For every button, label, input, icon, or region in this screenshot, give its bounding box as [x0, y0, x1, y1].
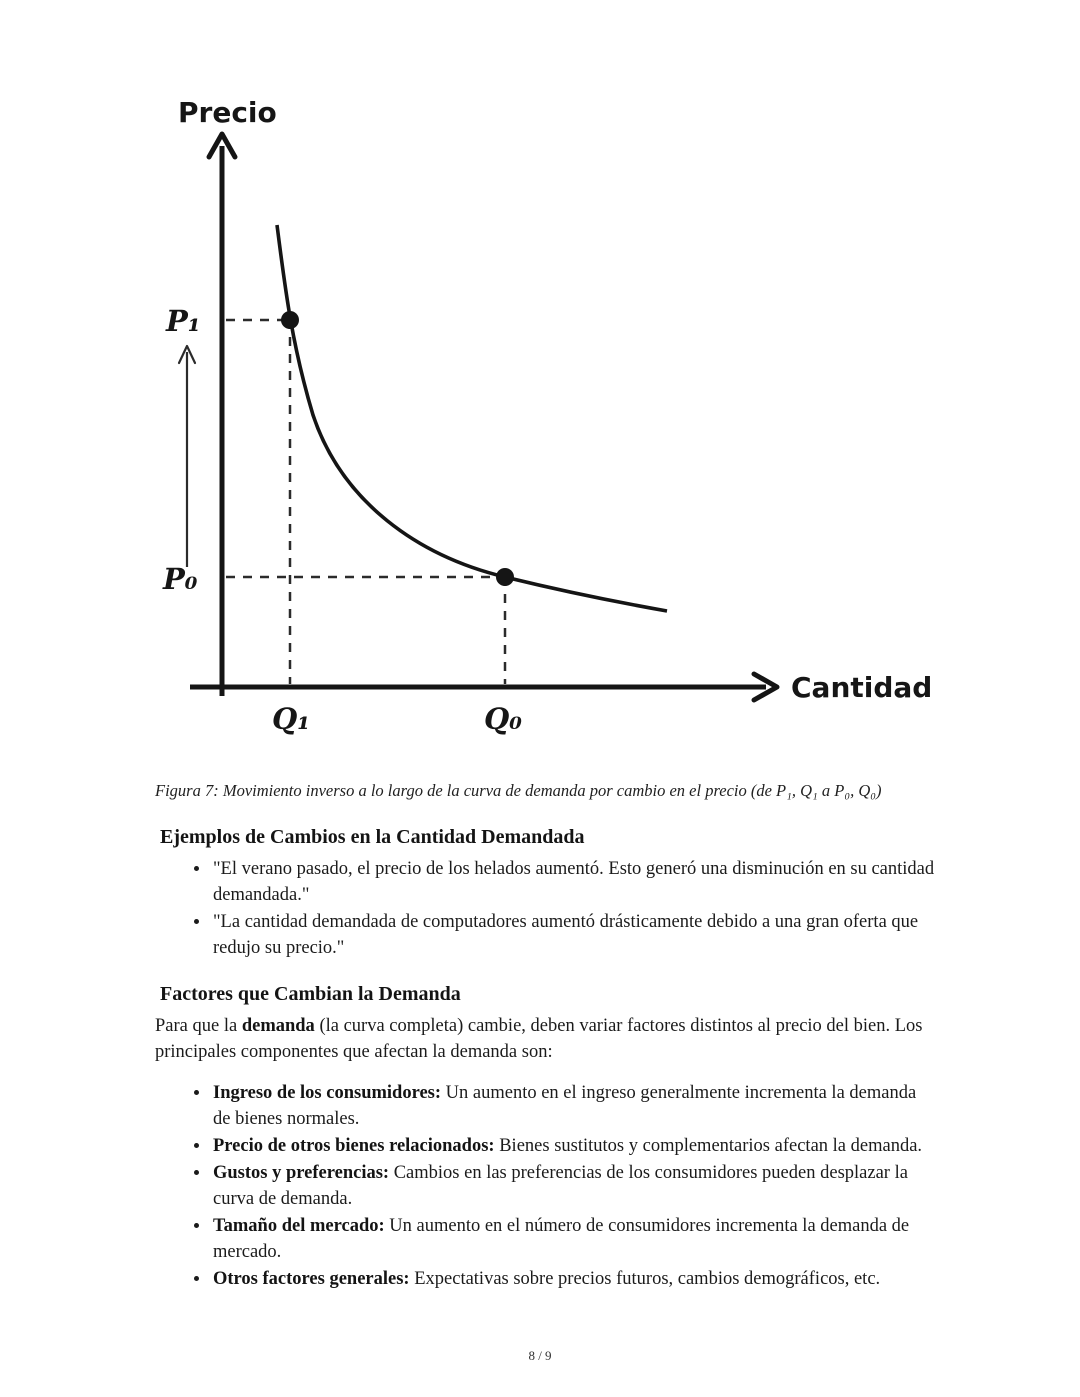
- document-body: [155, 824, 937, 1308]
- x-axis-title: Cantidad: [791, 671, 930, 704]
- list-item: [211, 856, 937, 908]
- ejemplos-list: [155, 856, 937, 961]
- list-item: [211, 1160, 937, 1212]
- demand-curve: [277, 225, 667, 611]
- list-item-text: Expectativas sobre precios futuros, cambios demográficos, etc.: [409, 1269, 881, 1289]
- list-item-term: Tamaño del mercado:: [213, 1216, 385, 1236]
- list-item-text: "La cantidad demandada de computadores aumentó drásticamente debido a una gran oferta que redujo su precio.": [213, 912, 919, 958]
- factores-list: [155, 1080, 937, 1292]
- list-item-term: Gustos y preferencias:: [213, 1163, 390, 1183]
- list-item: [211, 1266, 937, 1292]
- intro-text-after: (la curva completa) cambie, deben variar factores distintos al precio del bien. Los principales componentes que afectan la demanda son:: [155, 1016, 923, 1062]
- point-p0-q0: [496, 568, 514, 586]
- list-item-text: Cambios en las preferencias de los consumidores pueden desplazar la curva de demanda.: [213, 1163, 908, 1209]
- section-heading-ejemplos: Ejemplos de Cambios en la Cantidad Demandada: [160, 826, 585, 848]
- list-item: [211, 1080, 937, 1132]
- p0-label: P₀: [163, 562, 198, 596]
- demand-curve-svg: [150, 90, 930, 745]
- p1-label: P₁: [166, 304, 201, 338]
- list-item: [211, 1133, 937, 1159]
- page-number: 8 / 9: [528, 1348, 552, 1363]
- list-item-term: Otros factores generales:: [213, 1269, 410, 1289]
- list-item-text: Un aumento en el ingreso generalmente incrementa la demanda de bienes normales.: [213, 1083, 917, 1129]
- point-p1-q1: [281, 311, 299, 329]
- factores-intro-paragraph: [155, 1013, 937, 1065]
- list-item-text: Bienes sustitutos y complementarios afectan la demanda.: [494, 1136, 923, 1156]
- list-item-term: Precio de otros bienes relacionados:: [213, 1136, 495, 1156]
- section-heading-factores: Factores que Cambian la Demanda: [160, 983, 461, 1005]
- q1-label: Q₁: [272, 702, 310, 736]
- list-item-text: "El verano pasado, el precio de los helados aumentó. Esto generó una disminución en su cantidad demandada.": [213, 859, 935, 905]
- list-item-text: Un aumento en el número de consumidores incrementa la demanda de mercado.: [213, 1216, 910, 1262]
- list-item-term: Ingreso de los consumidores:: [213, 1083, 442, 1103]
- demand-curve-figure: [150, 90, 930, 745]
- q0-label: Q₀: [484, 702, 522, 736]
- figure-caption: Figura 7: Movimiento inverso a lo largo de la curva de demanda por cambio en el precio (de P₁, Q₁ a P₀, Q₀): [155, 781, 882, 800]
- y-axis-title: Precio: [178, 96, 277, 129]
- intro-bold-term: demanda: [241, 1016, 315, 1036]
- list-item: [211, 909, 937, 961]
- intro-text-before: Para que la: [155, 1016, 242, 1036]
- list-item: [211, 1213, 937, 1265]
